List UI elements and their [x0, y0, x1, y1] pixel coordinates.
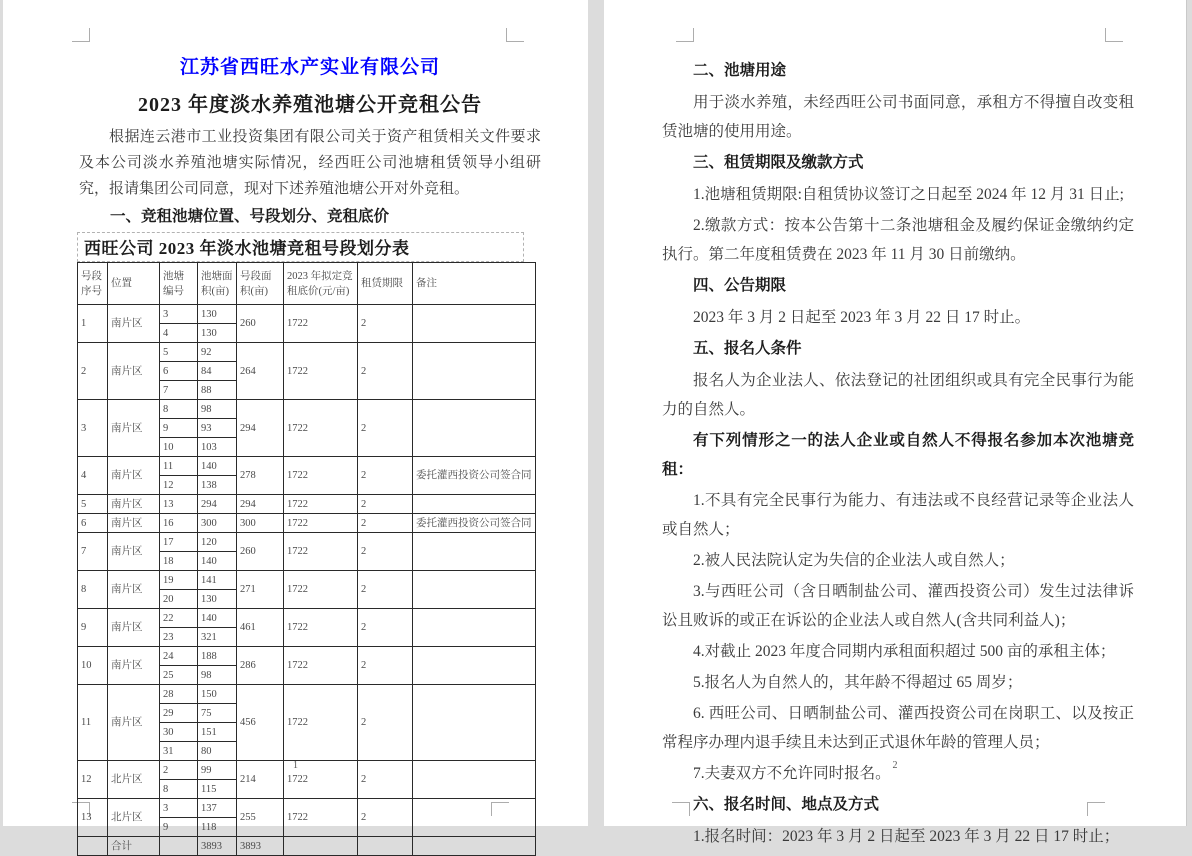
body-paragraph: 5.报名人为自然人的，其年龄不得超过 65 周岁；: [693, 674, 1023, 691]
cell-empty: [413, 837, 536, 856]
cell-lease-term: 2: [358, 647, 413, 685]
body-paragraph: 2.被人民法院认定为失信的企业法人或自然人；: [693, 552, 1015, 569]
cell-segment-no: 5: [78, 495, 108, 514]
viewport-right-edge: [1186, 0, 1187, 826]
cell-location: 南片区: [108, 514, 160, 533]
cell-lease-term: 2: [358, 571, 413, 609]
cell-location: 南片区: [108, 343, 160, 400]
cell-segment-no: 12: [78, 761, 108, 799]
cell-pond-no: 28: [160, 685, 198, 704]
body-paragraph: 6. 西旺公司、日晒制盐公司、灌西投资公司在岗职工、以及按正常程序办理内退手续且未达到正式退休年龄的管理人员；: [662, 705, 1134, 751]
cell-lease-term: 2: [358, 343, 413, 400]
cell-remark: [413, 685, 536, 761]
cell-base-price: 1722: [284, 533, 358, 571]
cell-pond-area: 130: [198, 590, 237, 609]
cell-pond-area: 138: [198, 476, 237, 495]
section-heading: 二、池塘用途: [693, 62, 787, 79]
cell-location: 南片区: [108, 609, 160, 647]
column-header: 2023 年拟定竞租底价(元/亩): [284, 263, 358, 305]
table-title: 西旺公司 2023 年淡水池塘竞租号段划分表: [84, 239, 410, 258]
table-header-row: [78, 263, 536, 305]
cell-pond-no: 20: [160, 590, 198, 609]
cell-pond-no: 31: [160, 742, 198, 761]
cell-location: 北片区: [108, 761, 160, 799]
cell-lease-term: 2: [358, 514, 413, 533]
cell-lease-term: 2: [358, 457, 413, 495]
table-title-frame: [77, 232, 524, 262]
cell-pond-no: 19: [160, 571, 198, 590]
cell-location: 南片区: [108, 533, 160, 571]
margin-corner-mark: [676, 28, 694, 42]
cell-base-price: 1722: [284, 799, 358, 837]
cell-pond-area: 118: [198, 818, 237, 837]
cell-pond-no: 9: [160, 818, 198, 837]
cell-lease-term: 2: [358, 400, 413, 457]
table-row: [78, 495, 536, 514]
margin-corner-mark: [72, 28, 90, 42]
table-row: [78, 685, 536, 704]
table-row: [78, 457, 536, 476]
section-heading: 三、租赁期限及缴款方式: [693, 154, 864, 171]
cell-segment-no: 11: [78, 685, 108, 761]
cell-base-price: 1722: [284, 685, 358, 761]
cell-location: 南片区: [108, 400, 160, 457]
table-row: [78, 799, 536, 818]
cell-base-price: 1722: [284, 761, 358, 799]
cell-pond-area: 88: [198, 381, 237, 400]
document-page-1[interactable]: [3, 0, 588, 852]
cell-lease-term: 2: [358, 609, 413, 647]
cell-pond-area: 93: [198, 419, 237, 438]
page-1-number: 1: [293, 760, 298, 771]
cell-segment-area-total: 3893: [237, 837, 284, 856]
cell-segment-area: 271: [237, 571, 284, 609]
section-heading: 五、报名人条件: [693, 340, 802, 357]
section-heading: 四、公告期限: [693, 277, 787, 294]
cell-lease-term: 2: [358, 533, 413, 571]
cell-location: 南片区: [108, 571, 160, 609]
cell-pond-area: 120: [198, 533, 237, 552]
body-paragraph: 报名人为企业法人、依法登记的社团组织或具有完全民事行为能力的自然人。: [662, 372, 1134, 418]
cell-pond-area: 151: [198, 723, 237, 742]
cell-pond-no: 4: [160, 324, 198, 343]
cell-remark: [413, 571, 536, 609]
cell-segment-no: 2: [78, 343, 108, 400]
cell-segment-area: 255: [237, 799, 284, 837]
cell-pond-area: 150: [198, 685, 237, 704]
cell-pond-area: 84: [198, 362, 237, 381]
cell-segment-no: 10: [78, 647, 108, 685]
cell-remark: [413, 495, 536, 514]
company-title: 江苏省西旺水产实业有限公司: [179, 57, 440, 78]
cell-segment-area: 214: [237, 761, 284, 799]
cell-pond-area: 321: [198, 628, 237, 647]
cell-lease-term: 2: [358, 799, 413, 837]
cell-base-price: 1722: [284, 647, 358, 685]
column-header: 池塘面积(亩): [198, 263, 237, 305]
cell-remark: [413, 609, 536, 647]
cell-pond-no: 23: [160, 628, 198, 647]
cell-segment-area: 300: [237, 514, 284, 533]
cell-pond-no: 29: [160, 704, 198, 723]
cell-location: 南片区: [108, 495, 160, 514]
cell-pond-no: 8: [160, 400, 198, 419]
cell-pond-no: 5: [160, 343, 198, 362]
cell-pond-no: 25: [160, 666, 198, 685]
cell-segment-area: 456: [237, 685, 284, 761]
cell-total-label: 合计: [108, 837, 160, 856]
cell-pond-no: 18: [160, 552, 198, 571]
body-paragraph: 2.缴款方式：按本公告第十二条池塘租金及履约保证金缴纳约定执行。第二年度租赁费在 2023 年 11 月 30 日前缴纳。: [662, 217, 1134, 263]
cell-pond-area-total: 3893: [198, 837, 237, 856]
cell-base-price: 1722: [284, 400, 358, 457]
cell-pond-area: 141: [198, 571, 237, 590]
column-header: 备注: [413, 263, 536, 305]
cell-remark: [413, 533, 536, 571]
cell-location: 北片区: [108, 799, 160, 837]
cell-pond-area: 92: [198, 343, 237, 362]
section-1-heading: 一、竞租池塘位置、号段划分、竞租底价: [110, 208, 390, 225]
cell-segment-no: 1: [78, 305, 108, 343]
cell-empty: [284, 837, 358, 856]
cell-segment-no: 7: [78, 533, 108, 571]
cell-pond-no: 9: [160, 419, 198, 438]
cell-location: 南片区: [108, 305, 160, 343]
cell-remark: 委托灌西投资公司签合同: [413, 514, 536, 533]
cell-pond-no: 17: [160, 533, 198, 552]
cell-segment-no: 4: [78, 457, 108, 495]
table-row: [78, 647, 536, 666]
cell-segment-area: 461: [237, 609, 284, 647]
body-paragraph: 4.对截止 2023 年度合同期内承租面积超过 500 亩的承租主体；: [693, 643, 1116, 660]
body-paragraph: 1.报名时间：2023 年 3 月 2 日起至 2023 年 3 月 22 日 17 时止；: [693, 828, 1120, 845]
cell-pond-area: 300: [198, 514, 237, 533]
cell-segment-area: 264: [237, 343, 284, 400]
cell-pond-area: 115: [198, 780, 237, 799]
cell-segment-no: 3: [78, 400, 108, 457]
column-header: 租赁期限: [358, 263, 413, 305]
cell-pond-area: 294: [198, 495, 237, 514]
margin-corner-mark: [506, 28, 524, 42]
cell-base-price: 1722: [284, 343, 358, 400]
cell-pond-area: 140: [198, 609, 237, 628]
cell-base-price: 1722: [284, 514, 358, 533]
cell-base-price: 1722: [284, 305, 358, 343]
cell-segment-no: 9: [78, 609, 108, 647]
column-header: 位置: [108, 263, 160, 305]
cell-pond-no: 8: [160, 780, 198, 799]
body-paragraph: 用于淡水养殖，未经西旺公司书面同意，承租方不得擅自改变租赁池塘的使用用途。: [662, 94, 1134, 140]
cell-segment-area: 260: [237, 533, 284, 571]
table-row: [78, 343, 536, 362]
cell-base-price: 1722: [284, 495, 358, 514]
cell-pond-no: 3: [160, 305, 198, 324]
table-total-row: [78, 837, 536, 856]
page-2-number: 2: [892, 760, 898, 771]
cell-pond-area: 137: [198, 799, 237, 818]
cell-base-price: 1722: [284, 609, 358, 647]
cell-pond-no: 12: [160, 476, 198, 495]
table-row: [78, 514, 536, 533]
cell-remark: [413, 400, 536, 457]
cell-lease-term: 2: [358, 305, 413, 343]
table-row: [78, 533, 536, 552]
cell-location: 南片区: [108, 647, 160, 685]
body-paragraph: 1.池塘租赁期限:自租赁协议签订之日起至 2024 年 12 月 31 日止;: [693, 186, 1124, 203]
body-paragraph: 2023 年 3 月 2 日起至 2023 年 3 月 22 日 17 时止。: [693, 309, 1031, 326]
cell-remark: [413, 343, 536, 400]
cell-pond-no: 6: [160, 362, 198, 381]
body-paragraph: 有下列情形之一的法人企业或自然人不得报名参加本次池塘竞租：: [662, 432, 1134, 478]
cell-lease-term: 2: [358, 495, 413, 514]
cell-pond-area: 103: [198, 438, 237, 457]
cell-pond-no: 22: [160, 609, 198, 628]
cell-lease-term: 2: [358, 685, 413, 761]
cell-pond-area: 98: [198, 666, 237, 685]
cell-pond-area: 140: [198, 457, 237, 476]
cell-remark: 委托灌西投资公司签合同: [413, 457, 536, 495]
section-heading: 六、报名时间、地点及方式: [693, 796, 880, 813]
cell-location: 南片区: [108, 685, 160, 761]
table-row: [78, 400, 536, 419]
cell-base-price: 1722: [284, 571, 358, 609]
table-row: [78, 571, 536, 590]
cell-location: 南片区: [108, 457, 160, 495]
document-title: 2023 年度淡水养殖池塘公开竞租公告: [138, 94, 482, 116]
cell-segment-area: 260: [237, 305, 284, 343]
margin-corner-mark: [1105, 28, 1123, 42]
page-1-content: [79, 52, 541, 856]
cell-lease-term: 2: [358, 761, 413, 799]
table-row: [78, 305, 536, 324]
cell-pond-area: 98: [198, 400, 237, 419]
cell-pond-area: 188: [198, 647, 237, 666]
cell-pond-area: 140: [198, 552, 237, 571]
cell-segment-no: 6: [78, 514, 108, 533]
cell-segment-area: 294: [237, 495, 284, 514]
cell-pond-no: 13: [160, 495, 198, 514]
cell-pond-no: 24: [160, 647, 198, 666]
cell-remark: [413, 647, 536, 685]
cell-segment-no: 8: [78, 571, 108, 609]
cell-pond-no: 3: [160, 799, 198, 818]
body-paragraph: 3.与西旺公司（含日晒制盐公司、灌西投资公司）发生过法律诉讼且败诉的或正在诉讼的企业法人或自然人(含共同利益人)；: [662, 583, 1134, 629]
column-header: 池塘编号: [160, 263, 198, 305]
cell-empty: [160, 837, 198, 856]
body-paragraph: 1.不具有完全民事行为能力、有违法或不良经营记录等企业法人或自然人；: [662, 492, 1134, 538]
body-paragraph: 7.夫妻双方不允许同时报名。: [693, 765, 891, 782]
cell-remark: [413, 305, 536, 343]
cell-pond-no: 7: [160, 381, 198, 400]
cell-remark: [413, 799, 536, 837]
cell-pond-no: 10: [160, 438, 198, 457]
cell-pond-area: 75: [198, 704, 237, 723]
cell-pond-no: 2: [160, 761, 198, 780]
cell-segment-area: 278: [237, 457, 284, 495]
cell-empty: [358, 837, 413, 856]
cell-pond-area: 130: [198, 324, 237, 343]
table-row: [78, 609, 536, 628]
cell-base-price: 1722: [284, 457, 358, 495]
intro-paragraph: 根据连云港市工业投资集团有限公司关于资产租赁相关文件要求及本公司淡水养殖池塘实际情况，经西旺公司池塘租赁领导小组研究，报请集团公司同意，现对下述养殖池塘公开对外竞租。: [79, 129, 541, 197]
cell-pond-no: 11: [160, 457, 198, 476]
cell-pond-area: 130: [198, 305, 237, 324]
cell-segment-no: 13: [78, 799, 108, 837]
column-header: 号段面积(亩): [237, 263, 284, 305]
cell-pond-area: 99: [198, 761, 237, 780]
cell-segment-area: 294: [237, 400, 284, 457]
cell-empty: [78, 837, 108, 856]
cell-pond-no: 30: [160, 723, 198, 742]
column-header: 号段序号: [78, 263, 108, 305]
page-2-content: [662, 56, 1134, 853]
cell-segment-area: 286: [237, 647, 284, 685]
document-page-2[interactable]: [604, 0, 1186, 845]
cell-pond-area: 80: [198, 742, 237, 761]
cell-pond-no: 16: [160, 514, 198, 533]
